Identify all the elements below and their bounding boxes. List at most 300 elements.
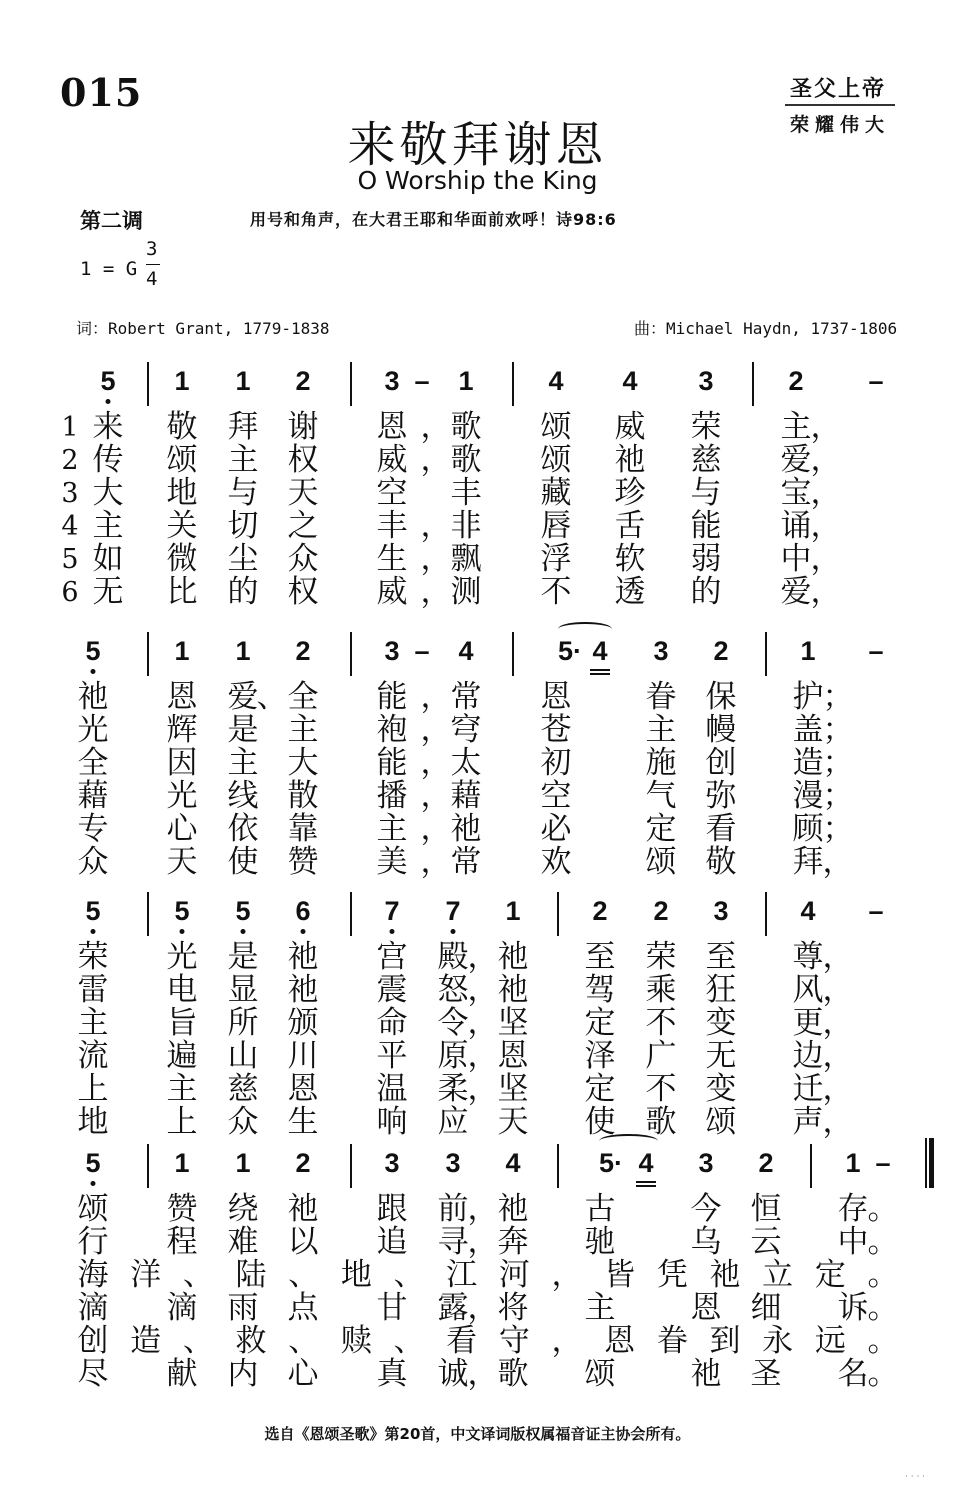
lyric-char: 主 [584,1290,616,1326]
lyric-char: 细 [750,1290,782,1326]
note: 2 [653,896,669,926]
lyric-char: 颂 [705,1104,737,1140]
lyric-char: 至 [705,939,737,975]
lyric-char: ， [420,712,452,748]
lyric-char: 旨 [166,1005,198,1041]
lyric-char: 造 [792,745,824,781]
lyric-char: 。 [867,1191,899,1227]
lyric-char: ， [810,574,842,610]
lyric-char: 乘 [645,972,677,1008]
bar-line [147,892,149,936]
lyric-char: 慈 [227,1071,259,1107]
sustain-dash: – [875,1148,891,1178]
lyric-char: ； [822,679,854,715]
lyric-char: 颂 [540,409,572,445]
lyric-char: ， [822,844,854,880]
lyric-char: 唇 [540,508,572,544]
lyric-char: 声 [792,1104,824,1140]
bar-line [147,1144,149,1188]
octave-dot [106,399,111,404]
sustain-dash: – [414,366,430,396]
lyric-char: 主 [77,1005,109,1041]
lyric-char: 辉 [166,712,198,748]
lyric-char: 不 [645,1005,677,1041]
lyric-char: ， [420,745,452,781]
verse-number: 6 [61,577,79,608]
lyric-char: 不 [645,1071,677,1107]
lyric-char: 软 [614,541,646,577]
note: 1 [174,636,190,666]
note: 3 [653,636,669,666]
lyric-char: 泽 [584,1038,616,1074]
lyric-char: 眷 [656,1323,688,1359]
lyric-char: 命 [376,1005,408,1041]
lyric-char: 来 [92,409,124,445]
lyric-char: 驾 [584,972,616,1008]
lyric-char: 如 [92,541,124,577]
lyricist-credit: 词：Robert Grant, 1779-1838 [76,319,330,338]
lyric-char: ， [420,679,452,715]
lyric-char: 、 [288,1323,320,1359]
lyric-char: 的 [227,574,259,610]
lyric-char: 眷 [645,679,677,715]
note: 2 [713,636,729,666]
lyric-char: 尘 [227,541,259,577]
lyric-char: 永 [762,1323,794,1359]
lyric-char: 上 [166,1104,198,1140]
lyric-char: 柔 [437,1071,469,1107]
lyric-char: 尊 [792,939,824,975]
bar-line [147,362,149,406]
lyric-char: 藏 [540,475,572,511]
lyric-char: 跟 [376,1191,408,1227]
lyric-char: 看 [446,1323,478,1359]
lyric-char: 存 [837,1191,869,1227]
lyric-char: 颂 [77,1191,109,1227]
note: 6 [295,896,311,926]
subcategory-label: 荣耀伟大 [790,114,891,136]
lyric-char: 弱 [690,541,722,577]
lyric-char: 、 [182,1323,214,1359]
lyric-char: 乌 [690,1224,722,1260]
lyric-char: 爱 [780,574,812,610]
note: 5 [85,636,101,666]
lyric-char: 雨 [227,1290,259,1326]
lyric-char: 江 [446,1257,478,1293]
lyric-char: 立 [762,1257,794,1293]
lyric-char: 海 [77,1257,109,1293]
lyric-char: ， [822,1104,854,1140]
lyric-char: 雷 [77,972,109,1008]
lyric-char: 诵 [780,508,812,544]
lyric-char: ， [467,1005,499,1041]
lyric-char: 空 [540,778,572,814]
lyric-char: 线 [227,778,259,814]
lyric-char: 狂 [705,972,737,1008]
music-system [0,362,955,610]
lyric-char: 比 [166,574,198,610]
music-system [0,632,955,880]
lyric-char: 滴 [77,1290,109,1326]
lyric-char: 专 [77,811,109,847]
lyric-char: 变 [705,1005,737,1041]
lyric-char: 全 [287,679,319,715]
lyric-char: 主 [376,811,408,847]
lyric-char: 非 [450,508,482,544]
lyric-char: 造 [130,1323,162,1359]
lyric-char: 应 [437,1104,469,1140]
note: 5 [100,366,116,396]
lyric-char: 遍 [166,1038,198,1074]
corner-mark: · · · · [905,1472,926,1482]
lyric-char: 祂 [287,972,319,1008]
lyric-char: 地 [166,475,198,511]
lyric-char: 慈 [690,442,722,478]
lyric-char: 将 [497,1290,529,1326]
time-signature-top: 3 [146,238,158,260]
lyric-char: 陆 [235,1257,267,1293]
lyric-char: 定 [584,1071,616,1107]
lyric-char: 河 [498,1257,530,1293]
lyric-char: 威 [376,574,408,610]
lyric-char: 驰 [584,1224,616,1260]
lyric-char: 颂 [645,844,677,880]
lyric-char: ； [822,745,854,781]
lyric-char: 是 [227,939,259,975]
note: 4 [622,366,638,396]
lyric-char: 今 [690,1191,722,1227]
lyric-char: 难 [227,1224,259,1260]
lyric-char: 风 [792,972,824,1008]
lyric-char: 追 [376,1224,408,1260]
lyric-char: 定 [645,811,677,847]
lyric-char: ， [420,541,452,577]
note: 2 [592,896,608,926]
lyric-char: 原 [437,1038,469,1074]
key-signature: 1 = G [80,258,138,280]
lyric-char: 。 [867,1257,899,1293]
lyric-char: 显 [227,972,259,1008]
lyric-char: 祂 [287,939,319,975]
lyric-char: ， [810,508,842,544]
lyric-char: 地 [340,1257,372,1293]
lyric-char: 程 [166,1224,198,1260]
lyric-char: 诉 [837,1290,869,1326]
lyric-char: 点 [287,1290,319,1326]
lyric-char: 幔 [705,712,737,748]
lyric-char: ， [551,1323,583,1359]
lyric-char: 因 [166,745,198,781]
music-system [0,1144,955,1392]
lyric-char: 藉 [450,778,482,814]
lyric-char: 心 [287,1356,319,1392]
lyric-char: 拜 [792,844,824,880]
lyric-char: 歌 [497,1356,529,1392]
lyric-char: 看 [705,811,737,847]
lyric-char: 迁 [792,1071,824,1107]
lyric-char: 众 [77,844,109,880]
note: 1 [458,366,474,396]
lyric-char: ， [822,1071,854,1107]
lyric-char: 宫 [376,939,408,975]
lyric-char: 丰 [450,475,482,511]
octave-dot [180,929,185,934]
lyric-char: 初 [540,745,572,781]
category-label: 圣父上帝 [790,76,887,102]
lyric-char: ， [420,778,452,814]
lyric-char: 主 [780,409,812,445]
lyric-char: 。 [867,1224,899,1260]
final-bar [929,1138,934,1188]
lyric-char: 能 [376,679,408,715]
lyric-char: 献 [166,1356,198,1392]
note: 3 [713,896,729,926]
lyric-char: 之 [287,508,319,544]
verse-number: 3 [61,478,79,509]
lyric-char: 关 [166,508,198,544]
lyric-char: 变 [705,1071,737,1107]
lyric-char: 敬 [705,844,737,880]
lyric-char: 皆 [604,1257,636,1293]
lyric-char: 赎 [340,1323,372,1359]
lyric-char: 无 [92,574,124,610]
note: 1 [505,896,521,926]
lyric-char: 以 [287,1224,319,1260]
lyric-char: 、 [393,1323,425,1359]
lyric-char: 云 [750,1224,782,1260]
lyric-char: 弥 [705,778,737,814]
sustain-dash: – [414,636,430,666]
lyric-char: 漫 [792,778,824,814]
lyric-char: 流 [77,1038,109,1074]
lyric-char: 到 [709,1323,741,1359]
note: 4 [505,1148,521,1178]
lyric-char: 威 [614,409,646,445]
verse-number: 1 [61,412,79,443]
sustain-dash: – [868,896,884,926]
lyric-char: 测 [450,574,482,610]
lyric-char: ； [822,712,854,748]
bar-line [512,362,514,406]
lyric-char: 生 [287,1104,319,1140]
lyric-char: 透 [614,574,646,610]
lyric-char: 荣 [77,939,109,975]
note: 1 [235,636,251,666]
lyric-char: ； [822,811,854,847]
verse-number: 5 [61,544,79,575]
lyric-char: 至 [584,939,616,975]
lyric-char: 使 [227,844,259,880]
lyric-char: 常 [450,844,482,880]
lyric-char: 太 [450,745,482,781]
verse-number: 4 [61,511,79,542]
lyric-char: 。 [867,1356,899,1392]
lyric-char: 爱 [780,442,812,478]
note: 2 [758,1148,774,1178]
note: 4 [800,896,816,926]
lyric-char: 能 [690,508,722,544]
lyric-char: ， [822,1005,854,1041]
lyric-char: ， [467,972,499,1008]
lyric-char: 宝 [780,475,812,511]
lyric-char: 行 [77,1224,109,1260]
slur [599,1134,658,1148]
lyric-char: 切 [227,508,259,544]
lyric-char: 天 [287,475,319,511]
hymn-number: 015 [60,70,143,115]
lyric-char: 舌 [614,508,646,544]
lyric-char: ； [822,778,854,814]
lyric-char: 光 [77,712,109,748]
lyric-char: 是 [227,712,259,748]
note: 7 [384,896,400,926]
lyric-char: 震 [376,972,408,1008]
lyric-char: 古 [584,1191,616,1227]
note: 4 [638,1148,654,1178]
lyric-char: 祂 [497,939,529,975]
lyric-char: 光 [166,939,198,975]
lyric-char: 顾 [792,811,824,847]
octave-dot [91,929,96,934]
note: 3 [384,366,400,396]
lyric-char: 、 [393,1257,425,1293]
lyric-char: 威 [376,442,408,478]
lyric-char: ， [420,409,452,445]
lyric-char: ， [420,811,452,847]
note: 5 [85,896,101,926]
lyric-char: 名 [837,1356,869,1392]
lyric-char: 大 [92,475,124,511]
time-signature-bar [146,264,160,265]
lyric-char: 播 [376,778,408,814]
octave-dot [241,929,246,934]
lyric-char: ， [822,1038,854,1074]
lyric-char: ， [420,508,452,544]
lyric-char: 创 [705,745,737,781]
lyric-char: 生 [376,541,408,577]
lyric-char: 露 [437,1290,469,1326]
lyric-char: 地 [77,1104,109,1140]
lyric-char: ， [810,442,842,478]
scripture-reference: 用号和角声，在大君王耶和华面前欢呼！诗98:6 [250,210,617,229]
lyric-char: 大 [287,745,319,781]
bar-line [810,1144,812,1188]
beat-underline [590,673,610,675]
lyric-char: 颁 [287,1005,319,1041]
lyric-char: 盖 [792,712,824,748]
lyric-char: 广 [645,1038,677,1074]
lyric-char: 主 [166,1071,198,1107]
lyric-char: 歌 [450,409,482,445]
beat-underline [636,1181,656,1183]
lyric-char: ， [810,409,842,445]
lyric-char: 天 [166,844,198,880]
lyric-char: 天 [497,1104,529,1140]
lyric-char: 祂 [690,1356,722,1392]
lyric-char: 、 [256,679,288,715]
lyric-char: 恩 [497,1038,529,1074]
lyric-char: 主 [227,442,259,478]
note: 3 [384,636,400,666]
lyric-char: 主 [227,745,259,781]
lyric-char: 歌 [450,442,482,478]
note: 3 [384,1148,400,1178]
lyric-char: 恩 [166,679,198,715]
bar-line [350,362,352,406]
lyric-char: 祂 [450,811,482,847]
lyric-char: 恩 [540,679,572,715]
lyric-char: 苍 [540,712,572,748]
lyric-char: 浮 [540,541,572,577]
note: 4 [548,366,564,396]
octave-dot [451,929,456,934]
note: 5 [85,1148,101,1178]
lyric-char: 令 [437,1005,469,1041]
lyric-char: 守 [498,1323,530,1359]
lyric-char: 奔 [497,1224,529,1260]
lyric-char: 更 [792,1005,824,1041]
note: 2 [295,636,311,666]
music-system [0,892,955,1140]
lyric-char: 温 [376,1071,408,1107]
lyric-char: 权 [287,574,319,610]
lyric-char: 赞 [166,1191,198,1227]
lyric-char: 爱 [227,679,259,715]
lyric-char: 滴 [166,1290,198,1326]
lyric-char: 空 [376,475,408,511]
lyric-char: 施 [645,745,677,781]
lyric-char: 使 [584,1104,616,1140]
note: 2 [295,366,311,396]
bar-line [557,1144,559,1188]
lyric-char: 尽 [77,1356,109,1392]
lyric-char: 前 [437,1191,469,1227]
lyric-char: ， [420,844,452,880]
lyric-char: 祂 [497,972,529,1008]
lyric-char: 主 [92,508,124,544]
lyric-char: 坚 [497,1005,529,1041]
lyric-char: 真 [376,1356,408,1392]
note: 5 [174,896,190,926]
lyric-char: 散 [287,778,319,814]
lyric-char: 恩 [287,1071,319,1107]
lyric-char: ， [467,1356,499,1392]
beat-underline [636,1185,656,1187]
lyric-char: 传 [92,442,124,478]
composer-credit: 曲：Michael Haydn, 1737-1806 [634,319,898,338]
note: 1 [235,1148,251,1178]
bar-line [557,892,559,936]
lyric-char: 远 [814,1323,846,1359]
lyric-char: 必 [540,811,572,847]
bar-line [925,1138,927,1188]
lyric-char: ， [467,1191,499,1227]
lyric-char: 荣 [690,409,722,445]
lyric-char: 心 [166,811,198,847]
lyric-char: 、 [288,1257,320,1293]
lyric-char: ， [420,574,452,610]
lyric-char: 响 [376,1104,408,1140]
lyric-char: 内 [227,1356,259,1392]
lyric-char: ， [467,1290,499,1326]
lyric-char: ， [467,939,499,975]
note: 1 [174,1148,190,1178]
lyric-char: 护 [792,679,824,715]
lyric-char: 恩 [604,1323,636,1359]
octave-dot [390,929,395,934]
beat-underline [590,669,610,671]
lyric-char: 赞 [287,844,319,880]
